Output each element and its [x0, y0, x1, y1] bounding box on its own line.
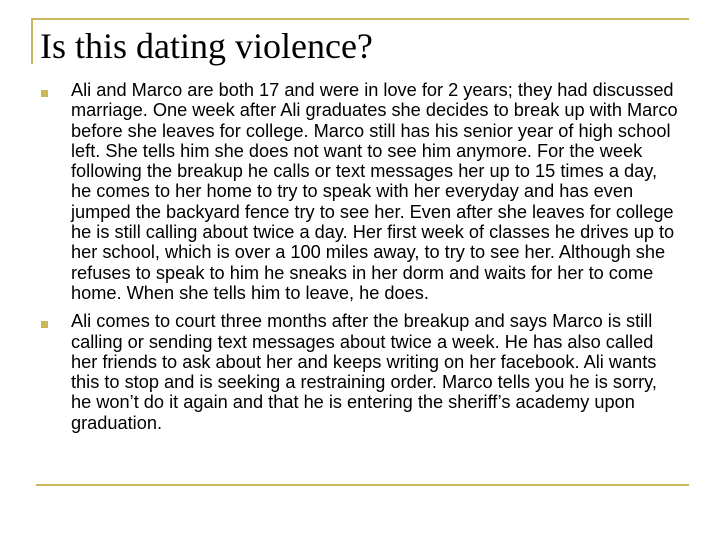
bullet-item-court: [40, 311, 680, 433]
slide-title: Is this dating violence?: [40, 26, 373, 66]
bullet-text: Ali comes to court three months after the breakup and says Marco is still calling or sending text messages about twice a week. He has also called her friends to ask about her and keeps writing on her facebook. Ali wants this to stop and is seeking a restraining order. Marco tells you he is sorry, he won’t do it again and that he is entering the sheriff’s academy upon graduation.: [71, 311, 657, 433]
square-bullet-icon: [41, 321, 48, 328]
title-top-rule: [31, 18, 689, 20]
bottom-rule: [36, 484, 689, 486]
bullet-text: Ali and Marco are both 17 and were in love for 2 years; they had discussed marriage. One week after Ali graduates she decides to break up with Marco before she leaves for college. Marco still has his senior year of high school left. She tells him she does not want to see him anymore. For the week following the breakup he calls or text messages her up to 15 times a day, he comes to her home to try to speak with her everyday and has even jumped the backyard fence try to see her. Even after she leaves for college he is still calling about twice a day. Her first week of classes he drives up to her school, which is over a 100 miles away, to try to see her. Although she refuses to speak to him he sneaks in her dorm and waits for her to come home. When she tells him to leave, he does.: [71, 80, 678, 303]
bullet-item-scenario: [40, 80, 680, 303]
bullet-list: [40, 80, 680, 433]
title-left-rule: [31, 18, 33, 64]
square-bullet-icon: [41, 90, 48, 97]
